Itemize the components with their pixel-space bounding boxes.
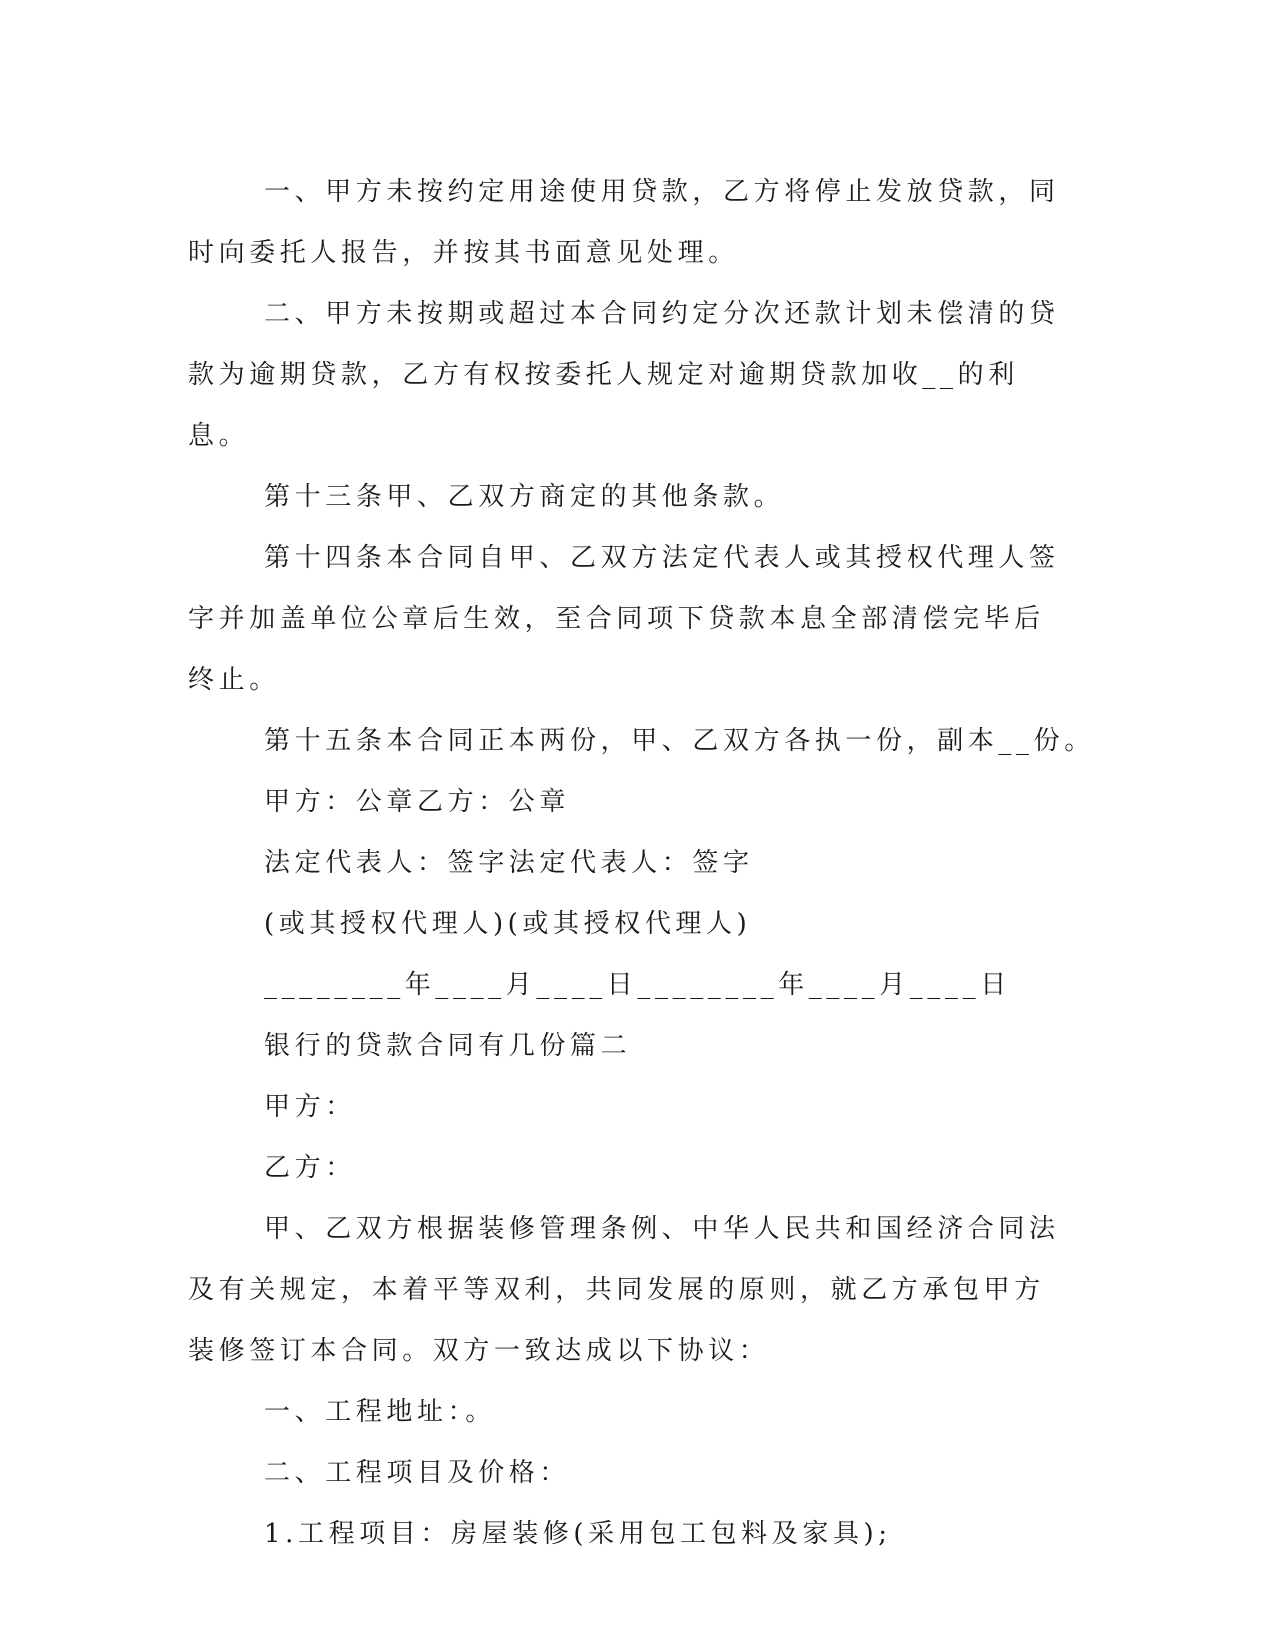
paragraph-article-13: 第十三条甲、乙双方商定的其他条款。 [264, 482, 785, 512]
signature-date-line: ________年____月____日________年____月____日 [264, 970, 1011, 1000]
document-body [188, 162, 1095, 1565]
paragraph-project-address: 一、工程地址：。 [264, 1397, 496, 1427]
paragraph-clause-1: 一、甲方未按约定用途使用贷款，乙方将停止发放贷款，同时向委托人报告，并按其书面意见处理。 [188, 177, 1060, 268]
section-heading-part-two: 银行的贷款合同有几份篇二 [264, 1031, 632, 1061]
paragraph-clause-2: 二、甲方未按期或超过本合同约定分次还款计划未偿清的贷款为逾期贷款，乙方有权按委托人规定对逾期贷款加收__的利息。 [188, 299, 1060, 451]
signature-agent-line: (或其授权代理人)(或其授权代理人) [264, 909, 752, 939]
party-a-label: 甲方： [264, 1092, 356, 1122]
signature-representative-line: 法定代表人：签字法定代表人：签字 [264, 848, 754, 878]
paragraph-project-items-price: 二、工程项目及价格： [264, 1458, 571, 1488]
paragraph-preamble: 甲、乙双方根据装修管理条例、中华人民共和国经济合同法及有关规定，本着平等双利，共同发展的原则，就乙方承包甲方装修签订本合同。双方一致达成以下协议： [188, 1214, 1060, 1366]
paragraph-project-item-1: 1.工程项目：房屋装修(采用包工包料及家具); [264, 1519, 892, 1549]
paragraph-article-15: 第十五条本合同正本两份，甲、乙双方各执一份，副本__份。 [264, 726, 1095, 756]
party-b-label: 乙方： [264, 1153, 356, 1183]
paragraph-article-14: 第十四条本合同自甲、乙双方法定代表人或其授权代理人签字并加盖单位公章后生效，至合同项下贷款本息全部清偿完毕后终止。 [188, 543, 1060, 695]
signature-seal-line: 甲方：公章乙方：公章 [264, 787, 571, 817]
